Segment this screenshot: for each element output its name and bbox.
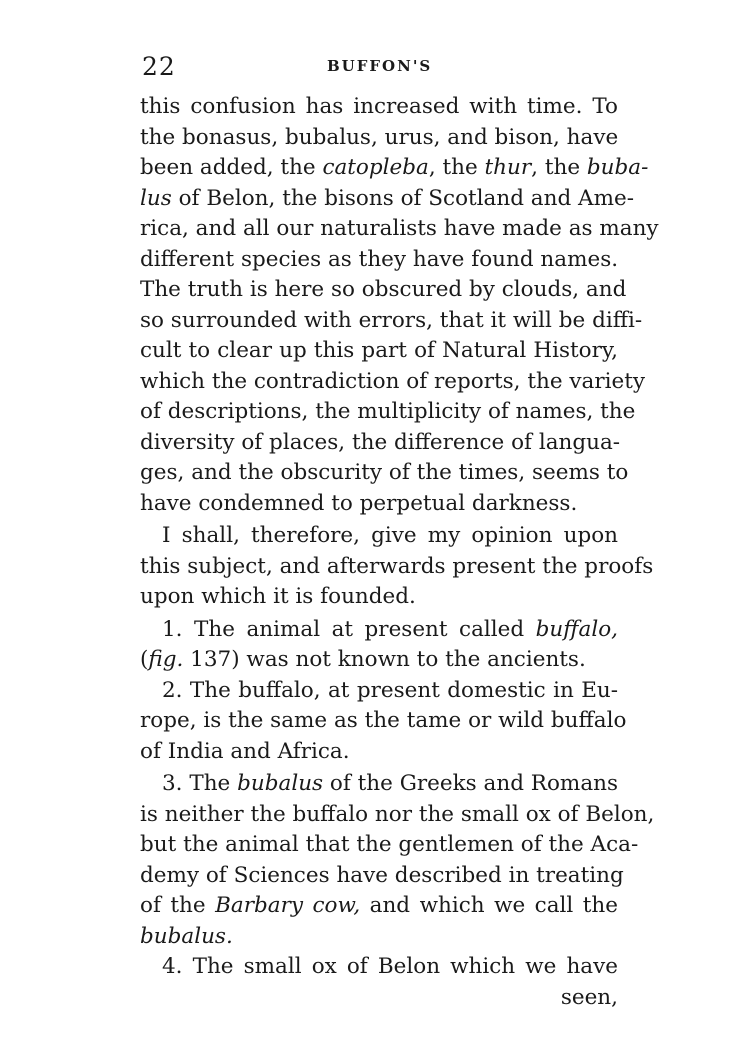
list-item-line: 4. The small ox of Belon which we have (162, 954, 618, 979)
text-line: The truth is here so obscured by clouds, and (140, 277, 627, 302)
text-line: of descriptions, the multiplicity of names, the (140, 399, 636, 424)
body-text (140, 92, 659, 1013)
text-line (140, 184, 634, 215)
text-run: and which we call the (360, 893, 618, 918)
italic-term: Barbary cow, (215, 893, 361, 918)
list-item-line: rope, is the same as the tame or wild buffalo (140, 708, 627, 733)
italic-term: thur (484, 155, 532, 180)
list-item-line: is neither the buffalo nor the small ox of Belon, (140, 801, 655, 827)
italic-term: buffalo, (535, 616, 618, 642)
list-item-line: of India and Africa. (140, 738, 350, 764)
text-run: ( (140, 647, 149, 672)
list-item-line: but the animal that the gentlemen of the Aca- (140, 832, 639, 857)
text-run: of the (140, 893, 216, 918)
list-item-line (140, 645, 618, 676)
text-line: have condemned to perpetual darkness. (140, 490, 578, 516)
text-line: the bonasus, bubalus, urus, and bison, have (140, 124, 619, 150)
text-line: so surrounded with errors, that it will be diffi- (140, 307, 643, 333)
italic-term: fig. (148, 647, 184, 672)
italic-term: catopleba (322, 155, 429, 180)
running-head: BUFFON'S (327, 57, 433, 75)
catchword: seen, (560, 984, 618, 1010)
list-item-line: demy of Sciences have described in treating (140, 862, 624, 888)
italic-term: bubalus. (140, 923, 233, 949)
list-item-line (140, 615, 618, 646)
text-run: , the (531, 155, 587, 180)
text-line: this subject, and afterwards present the proofs (140, 553, 654, 579)
italic-term: lus (140, 185, 172, 211)
text-line: I shall, therefore, give my opinion upon (162, 523, 618, 548)
text-line: which the contradiction of reports, the variety (140, 368, 646, 394)
text-run: 137) was not known to the ancients. (183, 647, 586, 672)
list-item-line (140, 891, 618, 922)
text-run: , the (428, 155, 485, 180)
text-line: ges, and the obscurity of the times, seems to (140, 460, 629, 485)
text-line: diversity of places, the difference of langua- (140, 429, 621, 455)
text-run: of Belon, the bisons of Scotland and Ame- (171, 185, 634, 211)
text-run: 3. The (162, 771, 238, 796)
text-line: this confusion has increased with time. To (140, 94, 618, 119)
page-header (142, 52, 442, 82)
text-line: rica, and all our naturalists have made as many (140, 216, 659, 241)
text-line (140, 153, 649, 184)
italic-term: buba- (586, 155, 649, 180)
page-number: 22 (142, 52, 176, 81)
text-run: been added, the (140, 155, 323, 180)
text-line: upon which it is founded. (140, 584, 416, 609)
text-run: 1. The animal at present called (162, 616, 536, 642)
list-item-line: 2. The buffalo, at present domestic in Eu- (162, 677, 618, 703)
text-line: different species as they have found names. (140, 246, 619, 272)
text-line: cult to clear up this part of Natural History, (140, 338, 618, 363)
list-item-line (140, 769, 618, 800)
text-run: of the Greeks and Romans (323, 771, 619, 796)
list-item-line (140, 922, 618, 953)
italic-term: bubalus (237, 771, 324, 796)
